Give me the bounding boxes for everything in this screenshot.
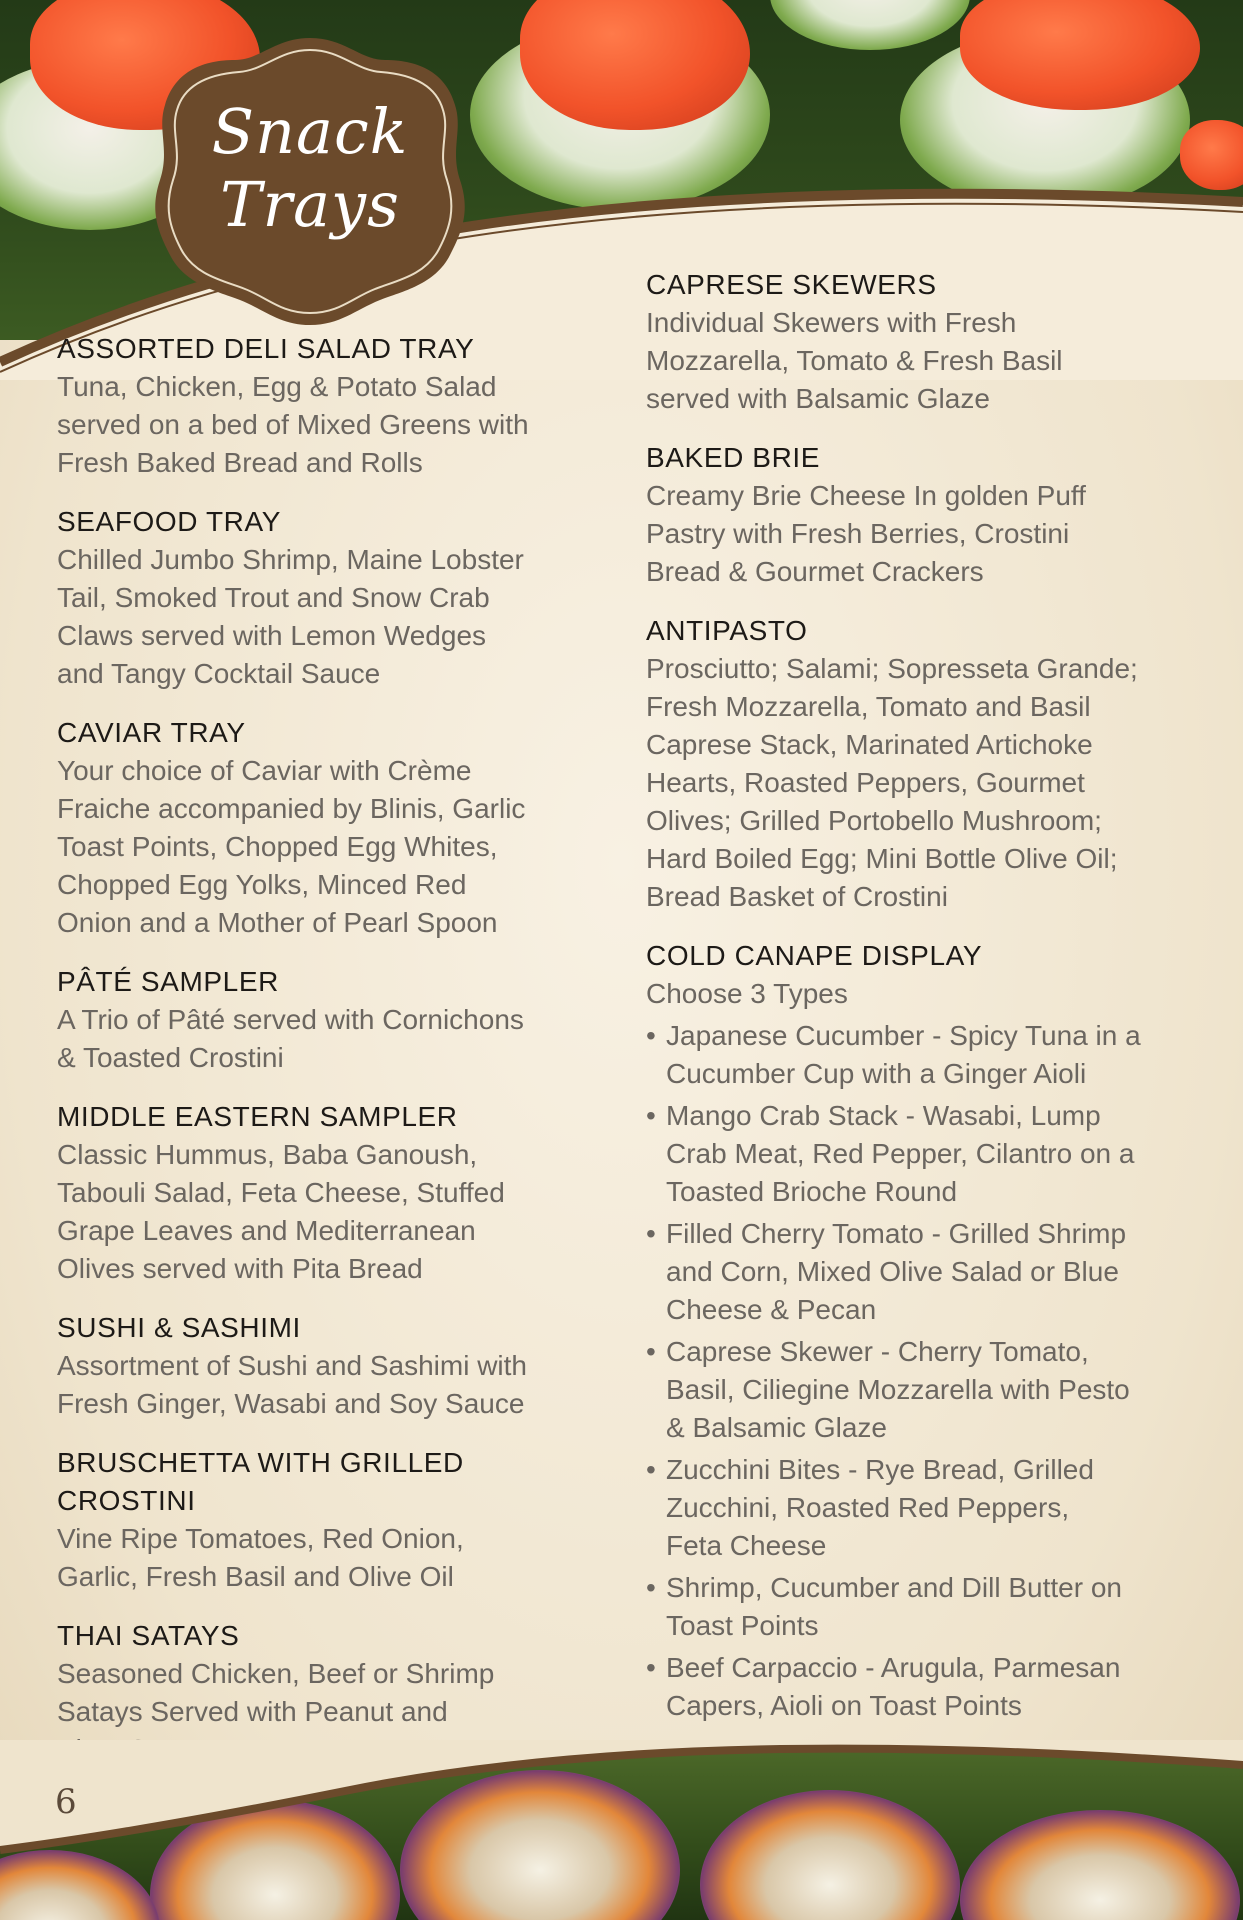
canape-line: Basil, Ciliegine Mozzarella with Pesto [666,1374,1130,1405]
bottom-wave-divider [0,1740,1243,1860]
page-number: 6 [55,1782,77,1822]
canape-bullet [646,1649,1206,1725]
item-desc-line: Assortment of Sushi and Sashimi with [57,1350,527,1381]
item-title: MIDDLE EASTERN SAMPLER [57,1101,458,1132]
item-desc-line: Seasoned Chicken, Beef or Shrimp [57,1658,495,1689]
item-desc-line: Caprese Stack, Marinated Artichoke [646,729,1093,760]
item-desc-line: Mozzarella, Tomato & Fresh Basil [646,345,1063,376]
canape-line: Filled Cherry Tomato - Grilled Shrimp [666,1218,1127,1249]
item-title-line2: CROSTINI [57,1485,196,1516]
canape-line: Toast Points [666,1610,819,1641]
bullet-icon: • [646,1100,656,1131]
item-desc-line: Hard Boiled Egg; Mini Bottle Olive Oil; [646,843,1118,874]
canape-bullet [646,1451,1206,1565]
item-desc-line: Fresh Mozzarella, Tomato and Basil [646,691,1091,722]
item-desc-line: Grape Leaves and Mediterranean [57,1215,476,1246]
canape-line: Beef Carpaccio - Arugula, Parmesan [666,1652,1121,1683]
canape-line: Japanese Cucumber - Spicy Tuna in a [666,1020,1141,1051]
canape-line: Zucchini Bites - Rye Bread, Grilled [666,1454,1094,1485]
item-desc-line: Prosciutto; Salami; Sopresseta Grande; [646,653,1138,684]
item-desc-line: Tail, Smoked Trout and Snow Crab [57,582,490,613]
item-desc-line: Creamy Brie Cheese In golden Puff [646,480,1086,511]
item-desc-line: served with Balsamic Glaze [646,383,990,414]
item-title: ASSORTED DELI SALAD TRAY [57,333,475,364]
bullet-icon: • [646,1652,656,1683]
canape-list [646,1017,1206,1725]
item-desc-line: Chopped Egg Yolks, Minced Red [57,869,467,900]
canape-bullet [646,1097,1206,1211]
left-column [57,330,617,1790]
canape-line: Mango Crab Stack - Wasabi, Lump [666,1100,1101,1131]
item-desc-line: served on a bed of Mixed Greens with [57,409,529,440]
item-title: PÂTÉ SAMPLER [57,966,279,997]
item-desc-line: Vine Ripe Tomatoes, Red Onion, [57,1523,464,1554]
canape-bullet [646,1333,1206,1447]
item-desc-line: Classic Hummus, Baba Ganoush, [57,1139,478,1170]
menu-item [57,963,617,1077]
menu-item [57,503,617,693]
menu-item [57,1098,617,1288]
menu-item [57,1444,617,1596]
canape-bullet [646,1569,1206,1645]
menu-item [57,714,617,942]
item-desc-line: Satays Served with Peanut and [57,1696,448,1727]
item-desc-line: Fresh Baked Bread and Rolls [57,447,423,478]
right-column [646,266,1206,1746]
canape-line: Toasted Brioche Round [666,1176,958,1207]
canape-section [646,937,1206,1725]
bullet-icon: • [646,1454,656,1485]
canape-line: Feta Cheese [666,1530,827,1561]
item-desc-line: Fresh Ginger, Wasabi and Soy Sauce [57,1388,525,1419]
menu-item [57,1309,617,1423]
item-desc-line: Chilled Jumbo Shrimp, Maine Lobster [57,544,524,575]
item-desc-line: Onion and a Mother of Pearl Spoon [57,907,498,938]
menu-item [646,612,1206,916]
menu-item [646,439,1206,591]
item-desc-line: & Toasted Crostini [57,1042,284,1073]
item-desc-line: Hearts, Roasted Peppers, Gourmet [646,767,1085,798]
item-desc-line: Olives served with Pita Bread [57,1253,423,1284]
item-title: CAVIAR TRAY [57,717,246,748]
bullet-icon: • [646,1336,656,1367]
canape-line: Capers, Aioli on Toast Points [666,1690,1022,1721]
bullet-icon: • [646,1572,656,1603]
item-desc-line: Bread Basket of Crostini [646,881,948,912]
item-desc-line: Bread & Gourmet Crackers [646,556,984,587]
canape-line: Caprese Skewer - Cherry Tomato, [666,1336,1089,1367]
canape-line: Crab Meat, Red Pepper, Cilantro on a [666,1138,1135,1169]
item-desc-line: Tabouli Salad, Feta Cheese, Stuffed [57,1177,505,1208]
item-title: BAKED BRIE [646,442,821,473]
item-title: COLD CANAPE DISPLAY [646,940,983,971]
item-title: ANTIPASTO [646,615,808,646]
canape-subtitle: Choose 3 Types [646,978,848,1009]
item-desc-line: Fraiche accompanied by Blinis, Garlic [57,793,526,824]
item-title: SUSHI & SASHIMI [57,1312,301,1343]
canape-line: and Corn, Mixed Olive Salad or Blue [666,1256,1119,1287]
canape-line: Cheese & Pecan [666,1294,877,1325]
item-desc-line: Individual Skewers with Fresh [646,307,1017,338]
item-desc-line: A Trio of Pâté served with Cornichons [57,1004,524,1035]
menu-item [646,266,1206,418]
item-title: CAPRESE SKEWERS [646,269,937,300]
item-desc-line: Tuna, Chicken, Egg & Potato Salad [57,371,497,402]
canape-line: Zucchini, Roasted Red Peppers, [666,1492,1070,1523]
item-desc-line: Your choice of Caviar with Crème [57,755,472,786]
badge-title-line1: Snack [211,95,409,168]
bullet-icon: • [646,1020,656,1051]
canape-line: Shrimp, Cucumber and Dill Butter on [666,1572,1122,1603]
canape-bullet [646,1017,1206,1093]
menu-item [57,330,617,482]
item-desc-line: Garlic, Fresh Basil and Olive Oil [57,1561,454,1592]
item-title: THAI SATAYS [57,1620,240,1651]
item-desc-line: Pastry with Fresh Berries, Crostini [646,518,1070,549]
item-desc-line: Toast Points, Chopped Egg Whites, [57,831,498,862]
item-desc-line: Claws served with Lemon Wedges [57,620,487,651]
canape-line: Cucumber Cup with a Ginger Aioli [666,1058,1087,1089]
badge-title-line2: Trays [220,168,400,241]
item-title: SEAFOOD TRAY [57,506,281,537]
item-desc-line: and Tangy Cocktail Sauce [57,658,381,689]
bullet-icon: • [646,1218,656,1249]
item-title: BRUSCHETTA WITH GRILLED [57,1447,464,1478]
canape-bullet [646,1215,1206,1329]
item-desc-line: Olives; Grilled Portobello Mushroom; [646,805,1102,836]
canape-line: & Balsamic Glaze [666,1412,887,1443]
